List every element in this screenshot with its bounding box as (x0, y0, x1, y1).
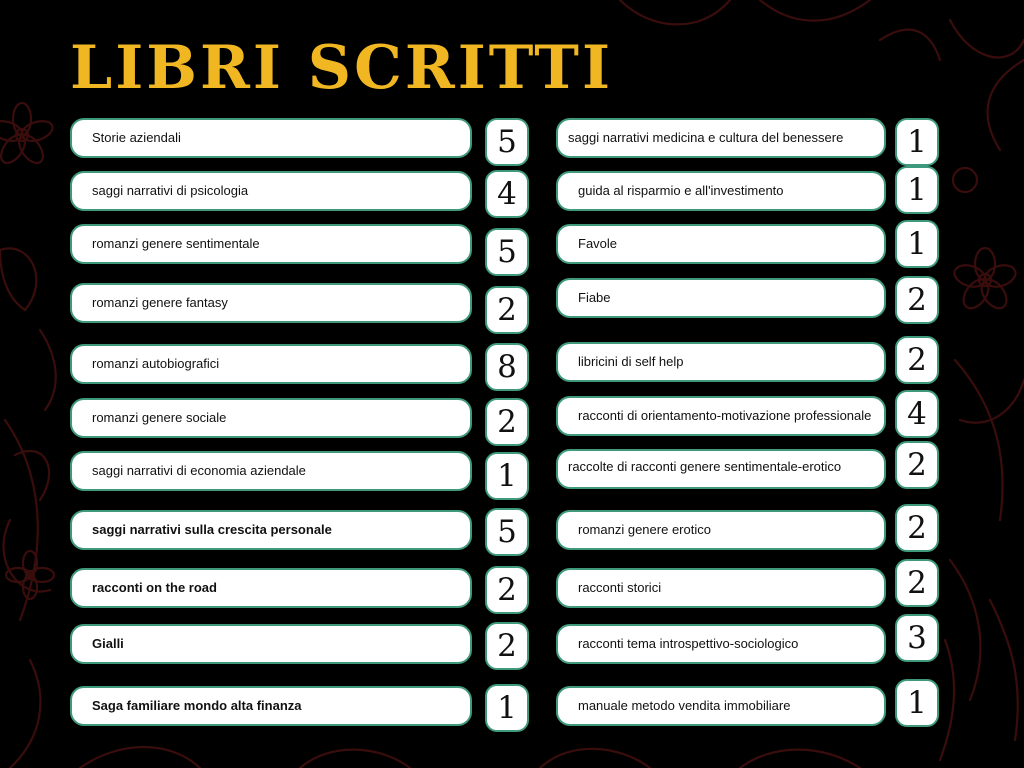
left-category-2: saggi narrativi di psicologia (70, 171, 472, 211)
right-category-6: racconti di orientamento-motivazione professionale (556, 396, 886, 436)
page-title: LIBRI SCRITTI (70, 33, 614, 103)
left-count-3: 5 (485, 228, 529, 276)
left-category-1: Storie aziendali (70, 118, 472, 158)
left-count-1: 5 (485, 118, 529, 166)
right-category-9: racconti storici (556, 568, 886, 608)
right-category-11: manuale metodo vendita immobiliare (556, 686, 886, 726)
left-count-11: 1 (485, 684, 529, 732)
right-count-9: 2 (895, 559, 939, 607)
right-category-10: racconti tema introspettivo-sociologico (556, 624, 886, 664)
left-count-5: 8 (485, 343, 529, 391)
right-category-5: libricini di self help (556, 342, 886, 382)
left-count-7: 1 (485, 452, 529, 500)
right-count-3: 1 (895, 220, 939, 268)
right-count-2: 1 (895, 166, 939, 214)
left-category-6: romanzi genere sociale (70, 398, 472, 438)
left-category-8: saggi narrativi sulla crescita personale (70, 510, 472, 550)
left-category-5: romanzi autobiografici (70, 344, 472, 384)
right-category-4: Fiabe (556, 278, 886, 318)
right-count-11: 1 (895, 679, 939, 727)
right-category-1: saggi narrativi medicina e cultura del benessere (556, 118, 886, 158)
right-count-5: 2 (895, 336, 939, 384)
left-count-2: 4 (485, 170, 529, 218)
left-count-9: 2 (485, 566, 529, 614)
left-count-10: 2 (485, 622, 529, 670)
left-category-9: racconti on the road (70, 568, 472, 608)
right-count-7: 2 (895, 441, 939, 489)
right-category-8: romanzi genere erotico (556, 510, 886, 550)
left-category-4: romanzi genere fantasy (70, 283, 472, 323)
left-category-10: Gialli (70, 624, 472, 664)
left-category-3: romanzi genere sentimentale (70, 224, 472, 264)
right-count-1: 1 (895, 118, 939, 166)
right-category-2: guida al risparmio e all'investimento (556, 171, 886, 211)
right-count-8: 2 (895, 504, 939, 552)
left-count-8: 5 (485, 508, 529, 556)
right-count-10: 3 (895, 614, 939, 662)
right-category-7: raccolte di racconti genere sentimentale-erotico (556, 449, 886, 489)
right-category-3: Favole (556, 224, 886, 264)
right-count-6: 4 (895, 390, 939, 438)
left-count-4: 2 (485, 286, 529, 334)
left-category-7: saggi narrativi di economia aziendale (70, 451, 472, 491)
left-count-6: 2 (485, 398, 529, 446)
right-count-4: 2 (895, 276, 939, 324)
left-category-11: Saga familiare mondo alta finanza (70, 686, 472, 726)
